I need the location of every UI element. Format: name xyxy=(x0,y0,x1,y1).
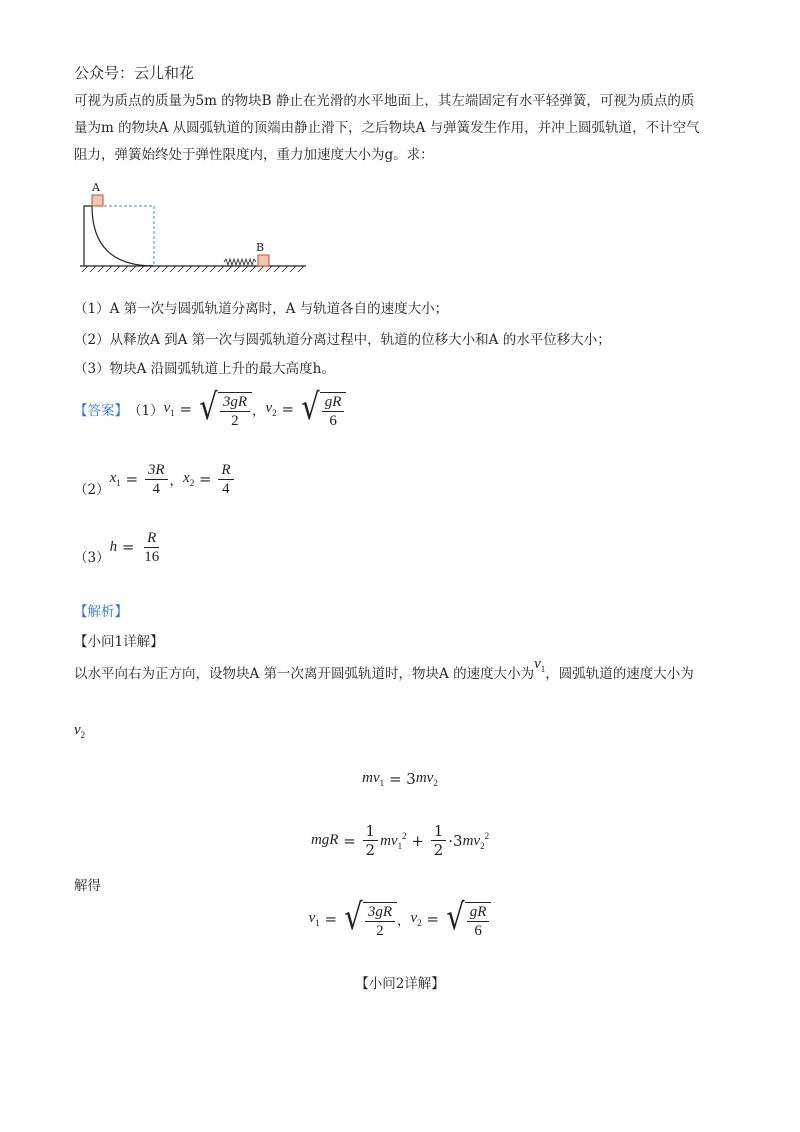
answer-2: （2） $x_1$ = $\frac{3R}{4}$ ， $x_2$ = $\frac{R}{4}$ xyxy=(74,460,236,498)
label-a: A xyxy=(92,181,100,194)
v2-symbol: $v_2$ xyxy=(74,722,86,740)
track-spring-diagram xyxy=(74,176,314,276)
question-2: （2）从释放A 到A 第一次与圆弧轨道分离过程中，轨道的位移大小和A 的水平位移大小； xyxy=(74,332,611,348)
problem-statement xyxy=(74,88,734,169)
block-b xyxy=(258,255,269,266)
spring xyxy=(224,259,256,265)
question-1: （1）A 第一次与圆弧轨道分离时，A 与轨道各自的速度大小； xyxy=(74,301,449,317)
problem-line-1: 可视为质点的质量为5m 的物块B 静止在光滑的水平地面上，其左端固定有水平轻弹簧，可视为质点的质 xyxy=(74,93,695,109)
problem-line-2: 量为m 的物块A 从圆弧轨道的顶端由静止滑下，之后物块A 与弹簧发生作用，并冲上圆弧轨道，不计空气 xyxy=(74,120,700,136)
label-b: B xyxy=(256,241,265,254)
problem-line-3: 阻力，弹簧始终处于弹性限度内，重力加速度大小为g。求： xyxy=(74,147,434,163)
equation-energy: mgR = $\frac{1}{2}$ $mv_1^2$ + $\frac{1}{2}$ ·3 $mv_2^2$ xyxy=(310,822,490,859)
analysis-tag: 【解析】 xyxy=(74,604,128,620)
answer-tag: 【答案】 xyxy=(74,403,128,419)
equation-momentum: $mv_1$ = 3 $mv_2$ xyxy=(362,770,438,788)
question-3: （3）物块A 沿圆弧轨道上升的最大高度h。 xyxy=(74,361,335,377)
answer-3: （3） h = $\frac{R}{16}$ xyxy=(74,529,160,566)
equation-result: $v_1$ = √ $\frac{3gR}{2}$ ， $v_2$ = √ $\frac{gR}{6}$ xyxy=(0,898,800,940)
block-a xyxy=(92,195,103,206)
answer-1: 【答案】 （1） $v_1$ = √ $\frac{3gR}{2}$ ， $v_2$ = √ $\frac{gR}{6}$ xyxy=(74,388,346,430)
page-header: 公众号：云儿和花 xyxy=(74,64,195,82)
subquestion-1-title: 【小问1详解】 xyxy=(74,634,164,650)
analysis-text-1: 以水平向右为正方向，设物块A 第一次离开圆弧轨道时，物块A 的速度大小为 $v_1$ ，圆弧轨道的速度大小为 xyxy=(74,656,694,682)
subquestion-2-title: 【小问2详解】 xyxy=(355,976,445,992)
solve-label: 解得 xyxy=(74,878,101,894)
